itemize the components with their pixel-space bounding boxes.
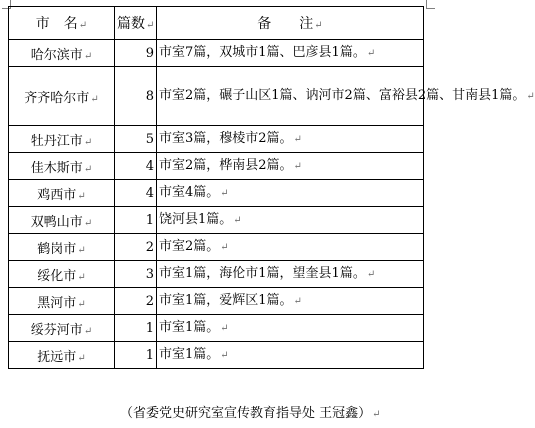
header-count: 篇数↵: [115, 7, 157, 40]
cell-city: 黑河市↵: [9, 288, 115, 315]
cell-note: 饶河县1篇。↵: [157, 207, 424, 234]
cell-city: 抚远市↵: [9, 342, 115, 369]
cell-count: 8: [115, 67, 157, 126]
cell-count: 4: [115, 153, 157, 180]
cell-count: 9: [115, 40, 157, 67]
cell-city: 佳木斯市↵: [9, 153, 115, 180]
margin-corner-mark-right: [426, 0, 435, 9]
cell-city: 绥芬河市↵: [9, 315, 115, 342]
cell-city: 鹤岗市↵: [9, 234, 115, 261]
cell-note: 市室1篇，海伦市1篇，望奎县1篇。↵: [157, 261, 424, 288]
cell-city: 哈尔滨市↵: [9, 40, 115, 67]
cell-city: 鸡西市↵: [9, 180, 115, 207]
cell-note: 市室1篇。↵: [157, 342, 424, 369]
table-row: [9, 234, 424, 261]
table-row: [9, 315, 424, 342]
author-signature: （省委党史研究室宣传教育指导处 王冠鑫）↵: [120, 406, 381, 421]
table-row: [9, 180, 424, 207]
cell-count: 3: [115, 261, 157, 288]
table-row: [9, 342, 424, 369]
table-header-row: [9, 7, 424, 40]
table-row: [9, 261, 424, 288]
cell-note: 市室2篇。↵: [157, 234, 424, 261]
cell-note: 市室3篇，穆棱市2篇。↵: [157, 126, 424, 153]
cell-count: 4: [115, 180, 157, 207]
cell-note: 市室4篇。↵: [157, 180, 424, 207]
cell-count: 1: [115, 207, 157, 234]
table-row: [9, 67, 424, 126]
table-row: [9, 207, 424, 234]
table-row: [9, 288, 424, 315]
cell-city: 绥化市↵: [9, 261, 115, 288]
cell-note: 市室1篇，爱辉区1篇。↵: [157, 288, 424, 315]
cell-count: 2: [115, 288, 157, 315]
cell-count: 2: [115, 234, 157, 261]
table-row: [9, 153, 424, 180]
cell-city: 齐齐哈尔市↵: [9, 67, 115, 126]
table-row: [9, 126, 424, 153]
header-note: 备 注↵: [157, 7, 424, 40]
cell-city: 牡丹江市↵: [9, 126, 115, 153]
cell-note: 市室1篇。↵: [157, 315, 424, 342]
table-row: [9, 40, 424, 67]
header-city: 市 名↵: [9, 7, 115, 40]
cell-count: 1: [115, 342, 157, 369]
cell-count: 5: [115, 126, 157, 153]
cell-note: 市室2篇，桦南县2篇。↵: [157, 153, 424, 180]
cell-note: 市室2篇，碾子山区1篇、讷河市2篇、富裕县2篇、甘南县1篇。↵: [157, 67, 424, 126]
cell-note: 市室7篇，双城市1篇、巴彦县1篇。↵: [157, 40, 424, 67]
article-count-table: [8, 6, 535, 369]
cell-count: 1: [115, 315, 157, 342]
cell-city: 双鸭山市↵: [9, 207, 115, 234]
